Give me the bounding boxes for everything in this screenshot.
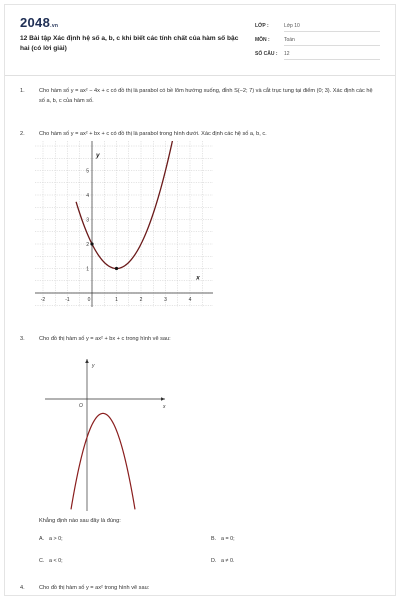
x-tick-label: 3: [164, 297, 167, 303]
option-a[interactable]: [39, 536, 63, 542]
y-tick-label: 5: [86, 168, 89, 175]
document-page: 2048.vn 12 Bài tập Xác định hệ số a, b, c khi biết các tính chất của hàm số bậc hai (có lời giải) LỚP : Lớp 10 MÔN : Toán SỐ CÂU : 12 1. Cho hàm số y = ax² − 4x + c có đồ thị là parabol có bề lõm hướng xuống, đỉnh S(−2; 7) và cắt trục tung tại điểm (0; 3). Xác định các hệ số a, b, c của hàm số. 2. Cho hàm số y = ax² + bx + c có đồ thị là parabol trong hình dưới. Xác định các hệ số a, b, c. -2 -1 0 1 2 3 4 1 2 3 4 5 x y 3. Cho đồ thị hàm số y = ax² + bx + c trong hình vẽ sau: y x O Khẳng định nào sau đây là đúng: A. a > 0; B. a = 0; C. a < 0; D. a ≠ 0. 4. Cho đồ thị hàm số y = ax² trong hình vẽ sau:: [4, 4, 396, 596]
option-c-letter: C.: [39, 558, 45, 564]
y-axis-label: y: [96, 152, 100, 160]
header-divider: [5, 75, 396, 76]
x-tick-label: 0: [87, 297, 91, 303]
x-axis-label: x: [196, 274, 200, 282]
parabola-graph-2: [41, 353, 171, 513]
question-2-number: 2.: [20, 131, 25, 137]
meta-count-value: 12: [284, 51, 380, 60]
parabola-graph-1: [35, 141, 213, 307]
document-title: 12 Bài tập Xác định hệ số a, b, c khi biết các tính chất của hàm số bậc hai (có lời giải): [20, 35, 239, 52]
question-2-text: Cho hàm số y = ax² + bx + c có đồ thị là parabol trong hình dưới. Xác định các hệ số a, b, c.: [39, 131, 267, 137]
curve-point: [90, 242, 93, 245]
option-b-letter: B.: [211, 536, 217, 542]
option-a-text: a > 0;: [49, 536, 63, 542]
option-b[interactable]: [211, 536, 235, 542]
y-axis-label: y: [92, 363, 95, 369]
question-4-number: 4.: [20, 585, 25, 591]
x-tick-label: -1: [65, 297, 70, 303]
x-tick-label: 4: [188, 297, 192, 303]
site-logo[interactable]: 2048.vn: [20, 15, 59, 30]
origin-label: O: [79, 403, 83, 409]
question-1-number: 1.: [20, 88, 25, 94]
x-tick-label: -2: [40, 297, 46, 303]
curve-point: [115, 267, 118, 270]
document-header: [5, 5, 396, 71]
option-c-text: a < 0;: [49, 558, 63, 564]
question-3-text: Cho đồ thị hàm số y = ax² + bx + c trong hình vẽ sau:: [39, 336, 171, 342]
meta-subject-key: MÔN :: [255, 37, 270, 43]
x-axis-label: x: [163, 404, 166, 410]
option-b-text: a = 0;: [221, 536, 235, 542]
y-tick-label: 2: [86, 242, 89, 248]
option-d-text: a ≠ 0.: [221, 558, 235, 564]
parabola-curve: [71, 413, 135, 509]
x-tick-label: 1: [115, 297, 118, 303]
option-d-letter: D.: [211, 558, 217, 564]
meta-count-key: SỐ CÂU :: [255, 51, 278, 57]
y-tick-label: 4: [86, 193, 89, 199]
y-tick-label: 1: [86, 266, 89, 273]
question-1-text: Cho hàm số y = ax² − 4x + c có đồ thị là parabol có bề lõm hướng xuống, đỉnh S(−2; 7) và cắt trục tung tại điểm (0; 3). Xác định các hệ số a, b, c của hàm số.: [39, 88, 373, 104]
y-axis-arrow: [85, 359, 89, 363]
option-d[interactable]: [211, 558, 234, 564]
meta-grade-value: Lớp 10: [284, 23, 380, 32]
parabola-curve: [76, 141, 176, 269]
question-4-text: Cho đồ thị hàm số y = ax² trong hình vẽ sau:: [39, 585, 150, 591]
x-tick-label: 2: [139, 297, 143, 303]
option-a-letter: A.: [39, 536, 45, 542]
meta-grade-key: LỚP :: [255, 23, 269, 29]
x-axis-arrow: [161, 397, 165, 401]
question-3-number: 3.: [20, 336, 25, 342]
option-c[interactable]: [39, 558, 63, 564]
meta-subject-value: Toán: [284, 37, 380, 46]
y-tick-label: 3: [86, 217, 89, 224]
